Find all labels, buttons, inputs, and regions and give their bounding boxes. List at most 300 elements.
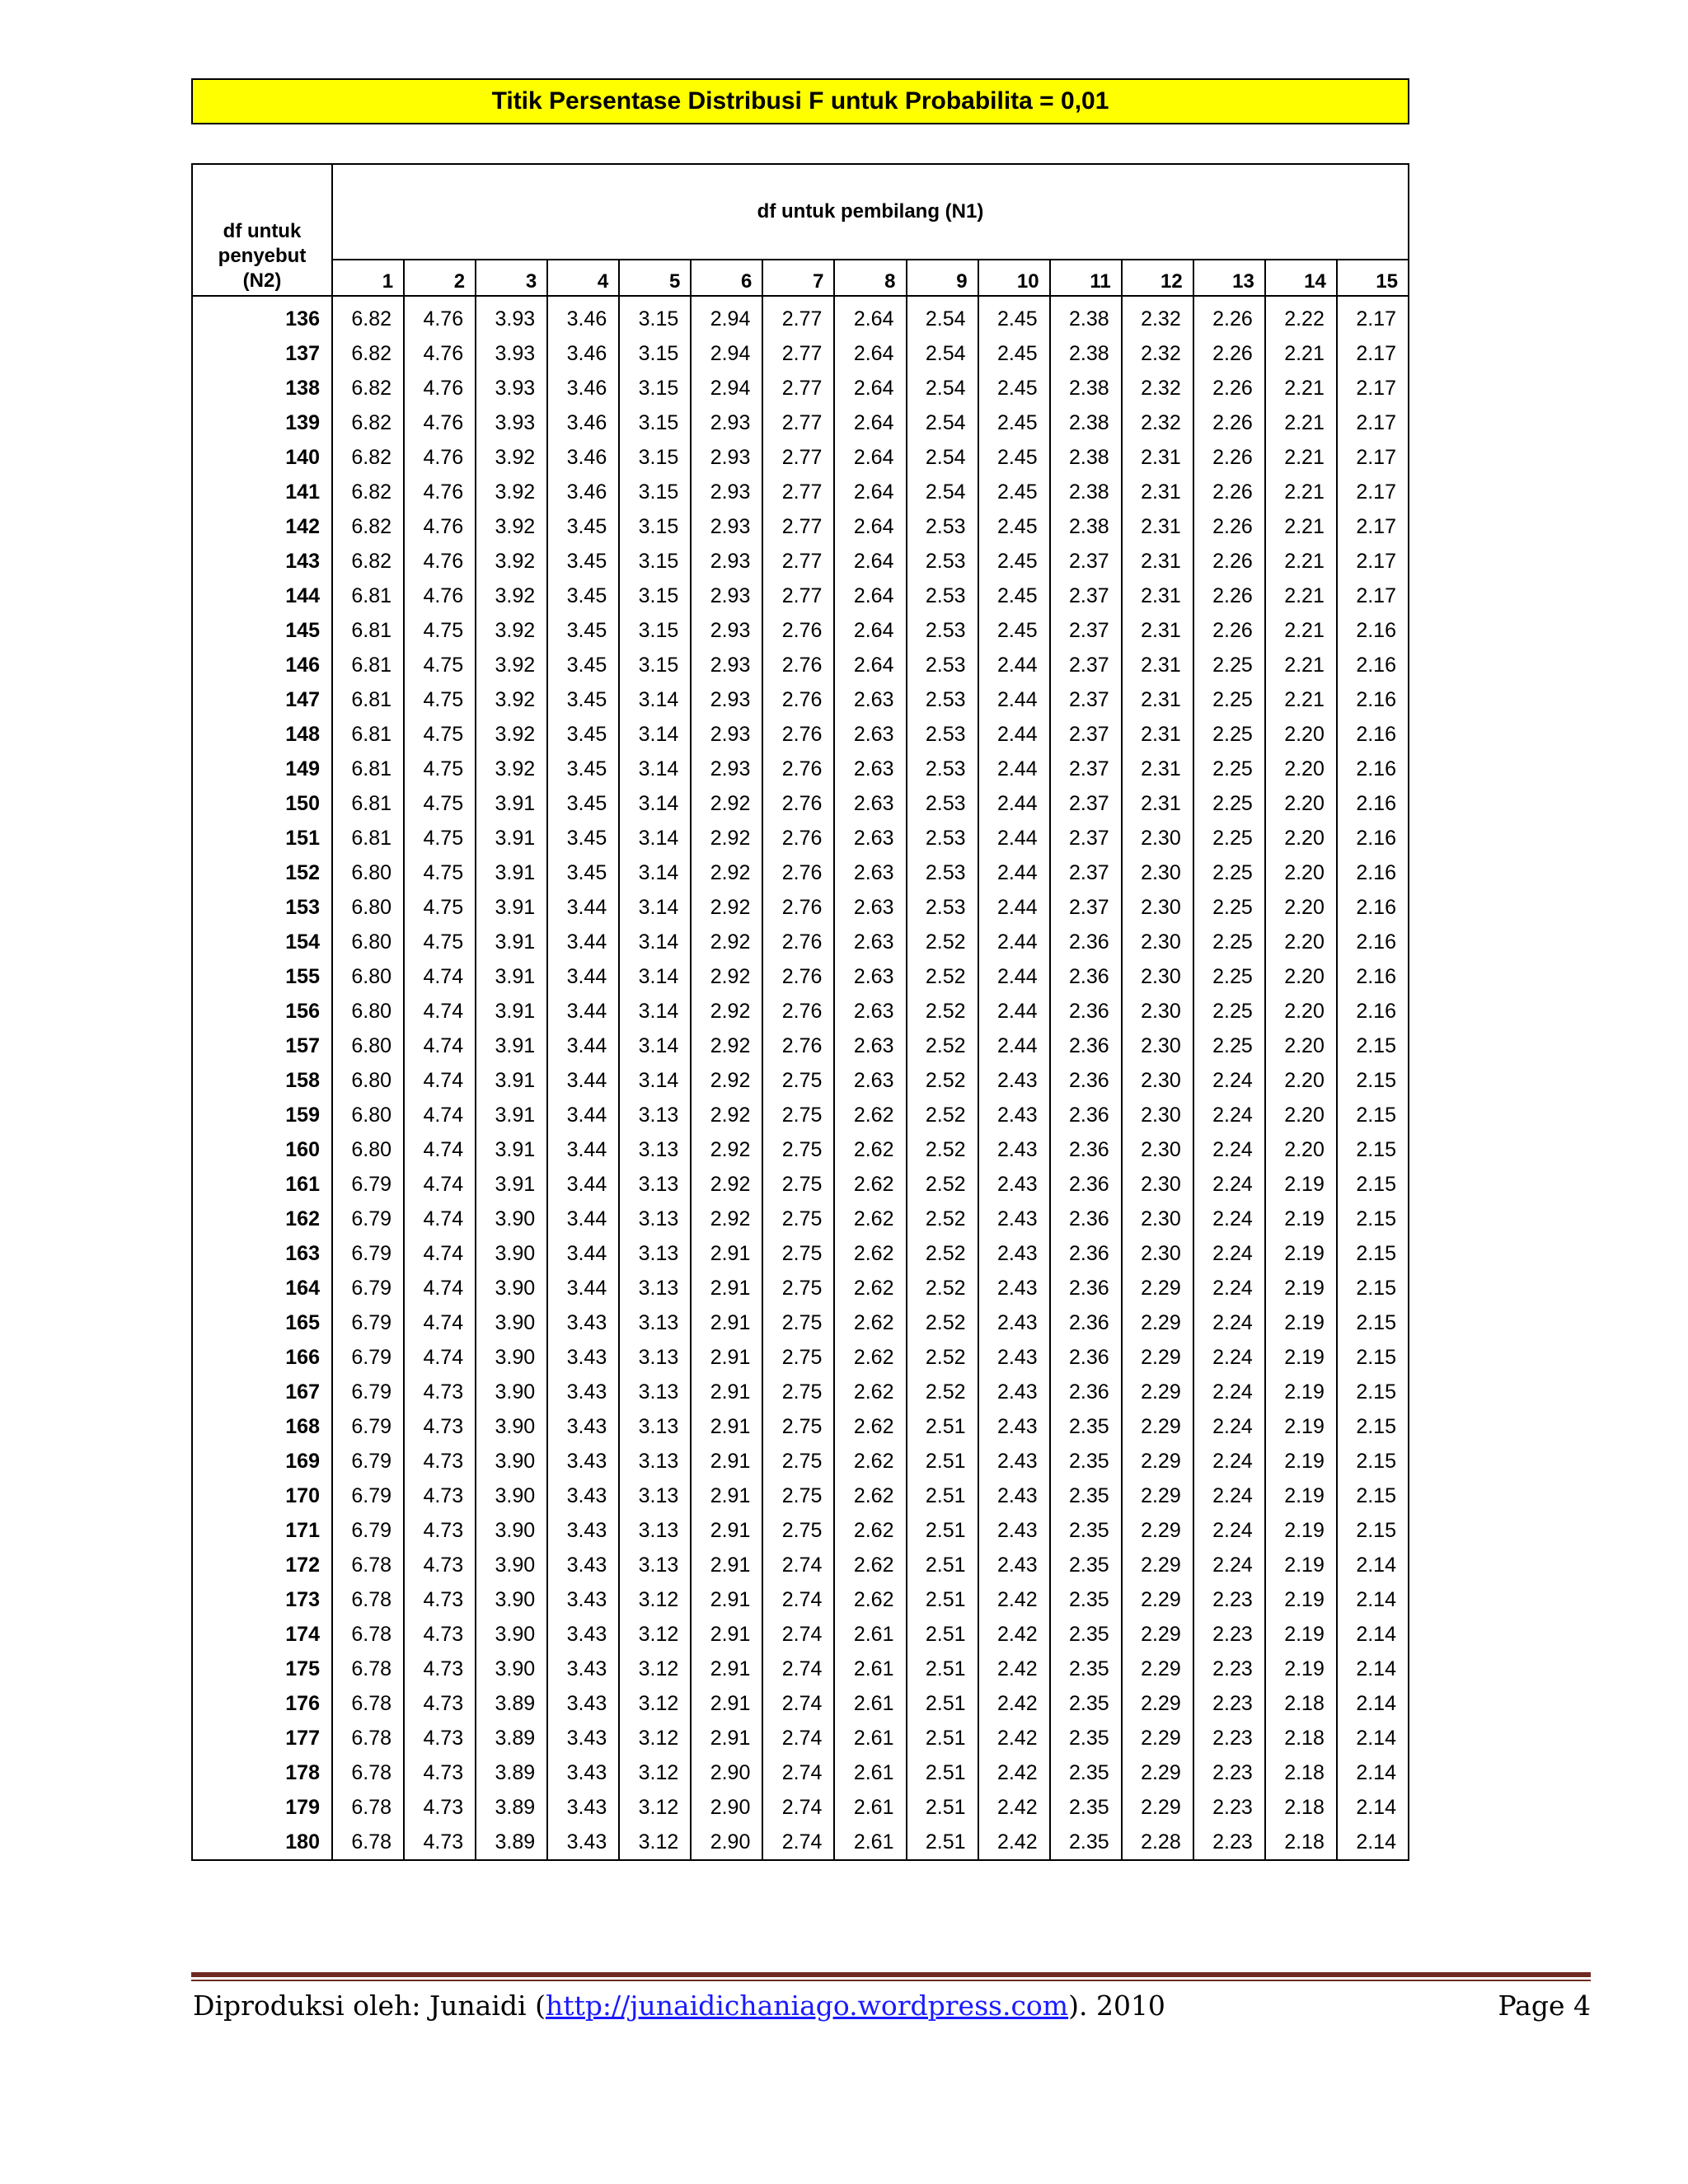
table-cell: 2.52 <box>907 1271 978 1305</box>
table-cell: 2.15 <box>1337 1271 1409 1305</box>
row-header-cell: 152 <box>192 855 332 890</box>
table-cell: 2.21 <box>1265 544 1337 579</box>
page-footer <box>193 1985 1591 2026</box>
table-cell: 6.82 <box>332 475 404 509</box>
table-cell: 2.14 <box>1337 1825 1409 1860</box>
table-cell: 2.43 <box>978 1305 1050 1340</box>
table-cell: 2.52 <box>907 1132 978 1167</box>
table-cell: 3.44 <box>547 994 619 1029</box>
table-cell: 2.51 <box>907 1790 978 1825</box>
table-cell: 2.17 <box>1337 405 1409 440</box>
table-cell: 2.61 <box>834 1686 906 1721</box>
table-cell: 2.75 <box>762 1375 834 1409</box>
table-cell: 2.31 <box>1122 440 1193 475</box>
table-cell: 2.75 <box>762 1444 834 1479</box>
table-cell: 2.37 <box>1050 821 1122 855</box>
row-header-cell: 141 <box>192 475 332 509</box>
table-cell: 2.77 <box>762 371 834 405</box>
table-cell: 4.76 <box>404 440 476 475</box>
table-cell: 2.14 <box>1337 1582 1409 1617</box>
table-cell: 2.91 <box>691 1686 762 1721</box>
table-cell: 2.62 <box>834 1444 906 1479</box>
table-cell: 3.15 <box>619 613 691 648</box>
table-cell: 2.92 <box>691 959 762 994</box>
table-cell: 2.15 <box>1337 1513 1409 1548</box>
table-cell: 2.38 <box>1050 405 1122 440</box>
footer-prefix: Diproduksi oleh: Junaidi ( <box>193 1989 546 2022</box>
table-cell: 2.22 <box>1265 296 1337 336</box>
table-cell: 3.45 <box>547 648 619 682</box>
table-cell: 2.64 <box>834 371 906 405</box>
table-cell: 6.82 <box>332 440 404 475</box>
table-cell: 2.29 <box>1122 1479 1193 1513</box>
table-cell: 2.15 <box>1337 1132 1409 1167</box>
table-cell: 2.19 <box>1265 1167 1337 1202</box>
table-cell: 2.29 <box>1122 1686 1193 1721</box>
row-header-cell: 143 <box>192 544 332 579</box>
table-cell: 2.43 <box>978 1271 1050 1305</box>
table-cell: 3.43 <box>547 1548 619 1582</box>
table-cell: 2.29 <box>1122 1652 1193 1686</box>
table-cell: 3.13 <box>619 1409 691 1444</box>
table-cell: 2.63 <box>834 1063 906 1098</box>
table-cell: 3.45 <box>547 717 619 752</box>
table-cell: 2.29 <box>1122 1305 1193 1340</box>
table-cell: 3.92 <box>476 509 547 544</box>
table-cell: 2.64 <box>834 440 906 475</box>
table-cell: 2.16 <box>1337 821 1409 855</box>
row-header-cell: 170 <box>192 1479 332 1513</box>
row-header-cell: 153 <box>192 890 332 925</box>
table-row <box>192 1098 1409 1132</box>
table-cell: 2.30 <box>1122 890 1193 925</box>
table-cell: 2.62 <box>834 1548 906 1582</box>
table-cell: 2.92 <box>691 1167 762 1202</box>
table-cell: 3.91 <box>476 855 547 890</box>
table-cell: 3.45 <box>547 682 619 717</box>
column-header: 2 <box>404 260 476 296</box>
table-row <box>192 821 1409 855</box>
table-cell: 2.35 <box>1050 1409 1122 1444</box>
table-cell: 2.44 <box>978 786 1050 821</box>
row-header-cell: 142 <box>192 509 332 544</box>
table-cell: 3.45 <box>547 544 619 579</box>
table-cell: 4.75 <box>404 855 476 890</box>
table-cell: 3.43 <box>547 1375 619 1409</box>
table-cell: 2.91 <box>691 1375 762 1409</box>
table-cell: 4.73 <box>404 1825 476 1860</box>
table-row <box>192 1825 1409 1860</box>
column-header: 5 <box>619 260 691 296</box>
table-cell: 2.35 <box>1050 1582 1122 1617</box>
table-cell: 2.20 <box>1265 925 1337 959</box>
table-cell: 2.31 <box>1122 648 1193 682</box>
table-cell: 2.26 <box>1193 613 1265 648</box>
row-header-cell: 149 <box>192 752 332 786</box>
table-cell: 2.43 <box>978 1167 1050 1202</box>
table-cell: 2.44 <box>978 682 1050 717</box>
table-cell: 2.63 <box>834 994 906 1029</box>
table-cell: 2.19 <box>1265 1340 1337 1375</box>
table-cell: 2.15 <box>1337 1029 1409 1063</box>
table-cell: 3.13 <box>619 1444 691 1479</box>
table-cell: 3.13 <box>619 1271 691 1305</box>
column-header: 8 <box>834 260 906 296</box>
table-cell: 2.25 <box>1193 752 1265 786</box>
table-cell: 2.62 <box>834 1513 906 1548</box>
table-cell: 3.90 <box>476 1202 547 1236</box>
table-cell: 2.30 <box>1122 1098 1193 1132</box>
table-cell: 4.74 <box>404 1132 476 1167</box>
table-row <box>192 717 1409 752</box>
table-cell: 2.24 <box>1193 1167 1265 1202</box>
row-header-cell: 139 <box>192 405 332 440</box>
table-cell: 3.91 <box>476 1029 547 1063</box>
table-cell: 6.81 <box>332 579 404 613</box>
table-cell: 2.93 <box>691 613 762 648</box>
table-cell: 2.31 <box>1122 613 1193 648</box>
table-cell: 4.73 <box>404 1755 476 1790</box>
table-cell: 2.18 <box>1265 1686 1337 1721</box>
footer-suffix: ). 2010 <box>1068 1989 1165 2022</box>
table-cell: 6.81 <box>332 821 404 855</box>
table-cell: 3.15 <box>619 648 691 682</box>
table-cell: 2.25 <box>1193 648 1265 682</box>
table-cell: 2.36 <box>1050 1340 1122 1375</box>
table-cell: 6.78 <box>332 1548 404 1582</box>
table-cell: 3.13 <box>619 1305 691 1340</box>
row-header-cell: 147 <box>192 682 332 717</box>
table-cell: 2.93 <box>691 475 762 509</box>
row-header-cell: 158 <box>192 1063 332 1098</box>
table-cell: 3.92 <box>476 717 547 752</box>
column-header: 10 <box>978 260 1050 296</box>
table-cell: 2.94 <box>691 336 762 371</box>
table-cell: 2.92 <box>691 1098 762 1132</box>
table-cell: 2.36 <box>1050 1271 1122 1305</box>
table-cell: 2.24 <box>1193 1479 1265 1513</box>
table-cell: 2.19 <box>1265 1548 1337 1582</box>
column-header: 11 <box>1050 260 1122 296</box>
table-cell: 2.63 <box>834 821 906 855</box>
table-cell: 3.13 <box>619 1548 691 1582</box>
table-cell: 4.76 <box>404 405 476 440</box>
table-cell: 2.24 <box>1193 1202 1265 1236</box>
table-cell: 2.62 <box>834 1236 906 1271</box>
table-cell: 2.76 <box>762 821 834 855</box>
table-cell: 6.80 <box>332 994 404 1029</box>
table-cell: 6.81 <box>332 717 404 752</box>
table-cell: 2.53 <box>907 890 978 925</box>
table-row <box>192 1271 1409 1305</box>
table-cell: 2.51 <box>907 1409 978 1444</box>
table-cell: 3.91 <box>476 786 547 821</box>
table-cell: 2.76 <box>762 717 834 752</box>
table-cell: 2.23 <box>1193 1617 1265 1652</box>
table-cell: 2.52 <box>907 1063 978 1098</box>
table-row <box>192 1721 1409 1755</box>
table-cell: 2.53 <box>907 682 978 717</box>
table-cell: 3.14 <box>619 890 691 925</box>
table-cell: 2.29 <box>1122 1340 1193 1375</box>
table-cell: 2.52 <box>907 1167 978 1202</box>
table-cell: 2.52 <box>907 1098 978 1132</box>
table-cell: 2.24 <box>1193 1340 1265 1375</box>
table-cell: 2.76 <box>762 613 834 648</box>
table-cell: 2.15 <box>1337 1167 1409 1202</box>
table-cell: 2.52 <box>907 925 978 959</box>
table-cell: 2.15 <box>1337 1063 1409 1098</box>
table-cell: 2.16 <box>1337 959 1409 994</box>
table-cell: 2.93 <box>691 579 762 613</box>
table-cell: 2.91 <box>691 1548 762 1582</box>
table-cell: 2.35 <box>1050 1479 1122 1513</box>
table-cell: 2.29 <box>1122 1755 1193 1790</box>
table-cell: 3.90 <box>476 1305 547 1340</box>
table-cell: 2.35 <box>1050 1721 1122 1755</box>
table-cell: 3.14 <box>619 1029 691 1063</box>
table-cell: 3.43 <box>547 1582 619 1617</box>
table-cell: 6.78 <box>332 1755 404 1790</box>
table-row <box>192 959 1409 994</box>
table-cell: 2.24 <box>1193 1236 1265 1271</box>
table-cell: 2.76 <box>762 786 834 821</box>
table-cell: 4.74 <box>404 994 476 1029</box>
table-cell: 4.76 <box>404 475 476 509</box>
table-cell: 2.45 <box>978 371 1050 405</box>
table-cell: 2.63 <box>834 717 906 752</box>
table-cell: 2.76 <box>762 752 834 786</box>
table-cell: 2.63 <box>834 890 906 925</box>
table-cell: 3.13 <box>619 1202 691 1236</box>
table-cell: 2.62 <box>834 1582 906 1617</box>
footer-credit <box>193 1990 1165 2022</box>
table-cell: 2.21 <box>1265 579 1337 613</box>
column-header: 7 <box>762 260 834 296</box>
table-cell: 2.37 <box>1050 613 1122 648</box>
table-cell: 3.45 <box>547 786 619 821</box>
footer-link[interactable]: http://junaidichaniago.wordpress.com <box>545 1989 1069 2022</box>
table-cell: 4.73 <box>404 1790 476 1825</box>
table-cell: 6.80 <box>332 855 404 890</box>
table-row <box>192 1202 1409 1236</box>
table-cell: 2.32 <box>1122 336 1193 371</box>
table-cell: 2.61 <box>834 1825 906 1860</box>
column-header-row <box>192 260 1409 296</box>
table-cell: 2.36 <box>1050 1375 1122 1409</box>
table-cell: 2.91 <box>691 1444 762 1479</box>
row-header-cell: 137 <box>192 336 332 371</box>
table-cell: 2.36 <box>1050 1236 1122 1271</box>
table-cell: 3.93 <box>476 405 547 440</box>
table-cell: 3.90 <box>476 1548 547 1582</box>
table-cell: 2.75 <box>762 1271 834 1305</box>
table-cell: 2.26 <box>1193 544 1265 579</box>
table-cell: 2.74 <box>762 1686 834 1721</box>
table-cell: 2.20 <box>1265 994 1337 1029</box>
table-cell: 3.44 <box>547 1132 619 1167</box>
table-row <box>192 1340 1409 1375</box>
page-number: Page 4 <box>1498 1989 1591 2022</box>
footer-rule <box>191 1972 1591 1977</box>
table-cell: 2.53 <box>907 579 978 613</box>
table-cell: 2.93 <box>691 544 762 579</box>
table-cell: 2.25 <box>1193 994 1265 1029</box>
table-cell: 2.24 <box>1193 1444 1265 1479</box>
table-cell: 4.73 <box>404 1617 476 1652</box>
table-cell: 2.63 <box>834 925 906 959</box>
table-cell: 2.64 <box>834 579 906 613</box>
table-cell: 2.53 <box>907 855 978 890</box>
table-cell: 6.80 <box>332 959 404 994</box>
table-cell: 4.74 <box>404 1271 476 1305</box>
table-cell: 2.44 <box>978 959 1050 994</box>
table-cell: 3.12 <box>619 1790 691 1825</box>
table-cell: 2.45 <box>978 613 1050 648</box>
table-cell: 2.54 <box>907 440 978 475</box>
table-cell: 2.45 <box>978 296 1050 336</box>
table-cell: 3.15 <box>619 440 691 475</box>
table-cell: 2.16 <box>1337 994 1409 1029</box>
table-cell: 3.12 <box>619 1652 691 1686</box>
table-cell: 2.44 <box>978 752 1050 786</box>
table-row <box>192 1686 1409 1721</box>
table-cell: 2.14 <box>1337 1721 1409 1755</box>
table-cell: 2.21 <box>1265 475 1337 509</box>
table-cell: 2.19 <box>1265 1444 1337 1479</box>
table-title: Titik Persentase Distribusi F untuk Probabilita = 0,01 <box>191 78 1409 124</box>
table-cell: 2.35 <box>1050 1652 1122 1686</box>
table-cell: 2.53 <box>907 821 978 855</box>
table-cell: 6.79 <box>332 1167 404 1202</box>
table-cell: 2.20 <box>1265 1063 1337 1098</box>
table-cell: 2.53 <box>907 752 978 786</box>
table-cell: 2.29 <box>1122 1409 1193 1444</box>
table-cell: 2.43 <box>978 1063 1050 1098</box>
table-cell: 3.46 <box>547 371 619 405</box>
table-row <box>192 1029 1409 1063</box>
table-cell: 2.36 <box>1050 994 1122 1029</box>
table-cell: 4.73 <box>404 1375 476 1409</box>
table-cell: 2.17 <box>1337 296 1409 336</box>
table-cell: 2.44 <box>978 717 1050 752</box>
table-cell: 2.18 <box>1265 1721 1337 1755</box>
table-cell: 4.76 <box>404 509 476 544</box>
table-cell: 2.14 <box>1337 1755 1409 1790</box>
table-cell: 3.43 <box>547 1721 619 1755</box>
table-cell: 2.15 <box>1337 1409 1409 1444</box>
table-cell: 3.13 <box>619 1375 691 1409</box>
table-cell: 2.43 <box>978 1513 1050 1548</box>
table-cell: 2.43 <box>978 1202 1050 1236</box>
table-cell: 2.75 <box>762 1513 834 1548</box>
table-cell: 2.16 <box>1337 786 1409 821</box>
table-cell: 2.42 <box>978 1652 1050 1686</box>
table-cell: 4.73 <box>404 1721 476 1755</box>
table-cell: 2.26 <box>1193 296 1265 336</box>
table-cell: 3.92 <box>476 579 547 613</box>
table-cell: 2.15 <box>1337 1375 1409 1409</box>
table-cell: 2.24 <box>1193 1132 1265 1167</box>
table-cell: 2.51 <box>907 1755 978 1790</box>
table-cell: 2.16 <box>1337 682 1409 717</box>
table-cell: 2.54 <box>907 405 978 440</box>
table-cell: 2.30 <box>1122 1063 1193 1098</box>
table-cell: 2.29 <box>1122 1375 1193 1409</box>
table-cell: 4.75 <box>404 648 476 682</box>
table-cell: 4.74 <box>404 959 476 994</box>
table-cell: 2.92 <box>691 855 762 890</box>
table-cell: 2.44 <box>978 890 1050 925</box>
table-cell: 2.26 <box>1193 371 1265 405</box>
row-header-cell: 167 <box>192 1375 332 1409</box>
table-cell: 2.64 <box>834 296 906 336</box>
table-cell: 2.15 <box>1337 1444 1409 1479</box>
table-cell: 2.74 <box>762 1721 834 1755</box>
table-cell: 6.79 <box>332 1340 404 1375</box>
table-cell: 2.53 <box>907 544 978 579</box>
table-cell: 4.76 <box>404 544 476 579</box>
table-row <box>192 1513 1409 1548</box>
table-cell: 2.20 <box>1265 821 1337 855</box>
table-cell: 3.46 <box>547 405 619 440</box>
table-cell: 4.76 <box>404 336 476 371</box>
table-cell: 4.74 <box>404 1063 476 1098</box>
table-cell: 2.43 <box>978 1479 1050 1513</box>
table-cell: 2.32 <box>1122 296 1193 336</box>
table-cell: 6.78 <box>332 1652 404 1686</box>
table-cell: 4.75 <box>404 752 476 786</box>
table-cell: 3.90 <box>476 1582 547 1617</box>
table-cell: 2.44 <box>978 994 1050 1029</box>
table-cell: 2.61 <box>834 1790 906 1825</box>
table-cell: 6.79 <box>332 1513 404 1548</box>
table-cell: 3.15 <box>619 475 691 509</box>
table-cell: 2.53 <box>907 717 978 752</box>
table-cell: 3.14 <box>619 752 691 786</box>
table-cell: 2.92 <box>691 1132 762 1167</box>
table-cell: 3.92 <box>476 440 547 475</box>
row-header-cell: 164 <box>192 1271 332 1305</box>
table-cell: 3.43 <box>547 1652 619 1686</box>
table-cell: 3.93 <box>476 296 547 336</box>
table-cell: 2.25 <box>1193 682 1265 717</box>
table-cell: 6.82 <box>332 336 404 371</box>
table-cell: 2.14 <box>1337 1652 1409 1686</box>
row-header-cell: 177 <box>192 1721 332 1755</box>
table-cell: 3.44 <box>547 1167 619 1202</box>
table-cell: 2.92 <box>691 890 762 925</box>
table-cell: 3.13 <box>619 1098 691 1132</box>
table-cell: 2.37 <box>1050 648 1122 682</box>
table-cell: 2.38 <box>1050 440 1122 475</box>
table-cell: 6.78 <box>332 1582 404 1617</box>
table-cell: 2.43 <box>978 1548 1050 1582</box>
table-cell: 2.76 <box>762 994 834 1029</box>
table-cell: 3.44 <box>547 890 619 925</box>
table-cell: 2.31 <box>1122 752 1193 786</box>
table-cell: 3.12 <box>619 1686 691 1721</box>
table-cell: 2.19 <box>1265 1271 1337 1305</box>
table-row <box>192 1582 1409 1617</box>
table-cell: 2.30 <box>1122 925 1193 959</box>
table-cell: 2.62 <box>834 1167 906 1202</box>
table-cell: 2.30 <box>1122 821 1193 855</box>
table-cell: 2.77 <box>762 579 834 613</box>
table-cell: 2.93 <box>691 440 762 475</box>
table-cell: 2.37 <box>1050 890 1122 925</box>
table-cell: 3.46 <box>547 336 619 371</box>
